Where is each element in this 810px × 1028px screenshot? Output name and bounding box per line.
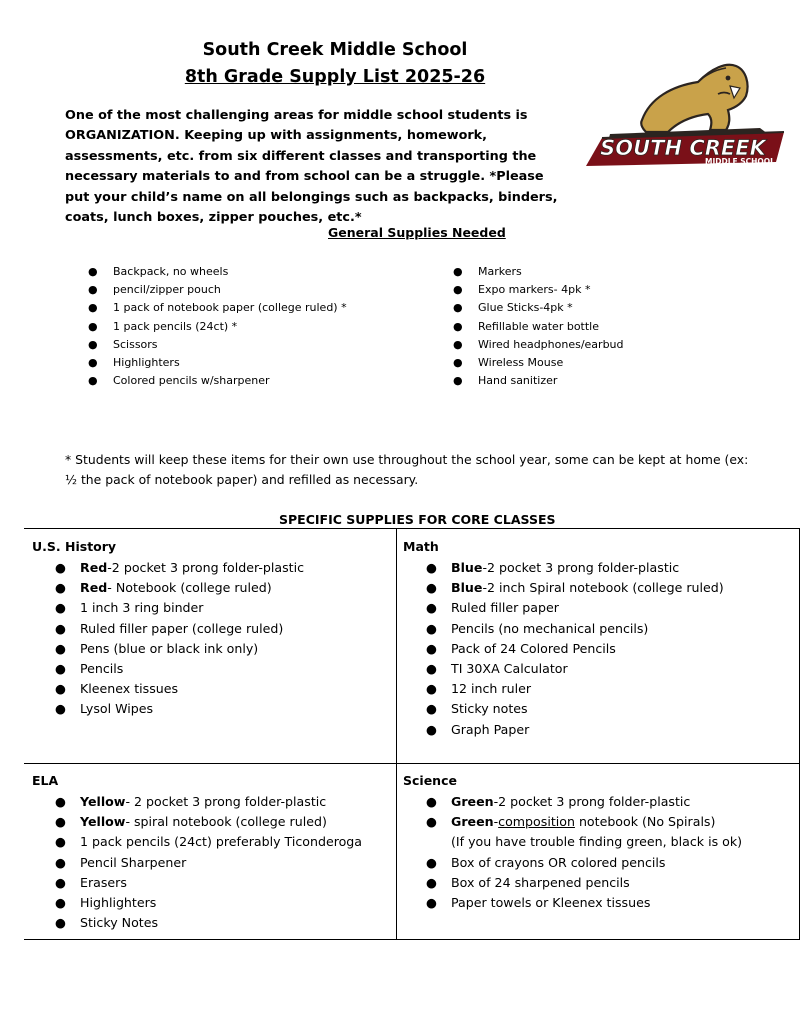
list-item	[403, 699, 795, 719]
bullet-icon: ●	[426, 794, 437, 809]
bullet-icon: ●	[88, 301, 98, 315]
bullet-icon: ●	[426, 681, 437, 697]
bullet-icon: ●	[426, 600, 437, 616]
bullet-icon: ●	[88, 265, 98, 278]
logo-sub-text: MIDDLE SCHOOL	[705, 157, 775, 166]
list-item-text: Pencils (no mechanical pencils)	[451, 620, 649, 636]
math-title: Math	[403, 539, 439, 554]
list-item-text: Box of crayons OR colored pencils	[451, 854, 666, 870]
color-label: Red	[80, 560, 108, 575]
list-item	[403, 812, 795, 832]
bullet-icon: ●	[55, 701, 66, 717]
bullet-icon: ●	[453, 265, 463, 278]
list-item-text: Sticky Notes	[80, 915, 159, 931]
bullet-icon: ●	[55, 580, 66, 596]
list-item-text: Highlighters	[80, 894, 157, 910]
color-label: Green	[451, 794, 494, 809]
bullet-icon: ●	[426, 580, 437, 596]
list-item	[32, 699, 392, 719]
bullet-icon: ●	[426, 814, 437, 830]
intro-paragraph: One of the most challenging areas for middle school students is ORGANIZATION. Keeping up with assignments, homework, assessments, etc. from six different classes and transporting the necessary materials to and from school can be a struggle. *Please put your child’s name on all belongings such as backpacks, binders, coats, lunch boxes, zipper pouches, etc.*	[65, 108, 558, 226]
bullet-icon: ●	[426, 894, 437, 910]
supply-list-title: 8th Grade Supply List 2025-26	[184, 67, 486, 87]
general-supplies-left-list	[88, 263, 347, 390]
list-item	[32, 853, 392, 873]
list-item-text: Pencils	[80, 660, 124, 676]
list-item	[88, 263, 347, 281]
general-supplies-right-list	[453, 263, 624, 390]
bullet-icon: ●	[55, 681, 66, 697]
list-item-text: TI 30XA Calculator	[451, 660, 568, 676]
general-supplies-heading: General Supplies Needed	[328, 225, 506, 240]
list-item-text: 12 inch ruler	[451, 681, 532, 697]
bullet-icon: ●	[55, 660, 66, 676]
list-item	[88, 354, 347, 372]
bullet-icon: ●	[88, 337, 98, 351]
list-item-text: Scissors	[113, 337, 158, 351]
list-item-text: Glue Sticks-4pk *	[478, 301, 573, 315]
list-item	[453, 336, 624, 354]
list-item-text: Highlighters	[113, 356, 180, 370]
bullet-icon: ●	[88, 356, 98, 370]
bullet-icon: ●	[55, 915, 66, 931]
math-list	[403, 558, 795, 740]
list-item	[403, 853, 795, 873]
list-item	[88, 299, 347, 317]
table-border-bottom	[24, 939, 800, 940]
list-item-text: Backpack, no wheels	[113, 265, 229, 278]
list-item	[88, 372, 347, 390]
list-item-text: 1 pack pencils (24ct) *	[113, 319, 238, 333]
list-item	[32, 679, 392, 699]
list-item-text: Refillable water bottle	[478, 319, 599, 333]
color-label: Blue	[451, 580, 483, 596]
list-item-text: Kleenex tissues	[80, 681, 179, 697]
color-label: Green	[451, 814, 494, 830]
list-item-text: Markers	[478, 265, 522, 278]
bullet-icon: ●	[88, 283, 98, 297]
list-item-text: Paper towels or Kleenex tissues	[451, 894, 651, 910]
list-item	[403, 558, 795, 578]
list-item	[453, 263, 624, 281]
ela-list	[32, 792, 392, 933]
list-item-text: Wireless Mouse	[478, 356, 564, 370]
list-item	[88, 318, 347, 336]
bullet-icon: ●	[426, 640, 437, 656]
list-item-text: Hand sanitizer	[478, 374, 558, 388]
core-classes-heading: SPECIFIC SUPPLIES FOR CORE CLASSES	[279, 512, 556, 527]
list-item	[403, 679, 795, 699]
science-cell	[403, 771, 795, 913]
bullet-icon: ●	[55, 894, 66, 910]
list-item	[403, 619, 795, 639]
list-item	[32, 792, 392, 812]
list-item	[32, 558, 392, 578]
south-creek-logo	[580, 58, 795, 173]
table-divider-middle	[24, 763, 800, 764]
list-item-text: -2 inch Spiral notebook (college ruled)	[482, 580, 724, 596]
bullet-icon: ●	[426, 701, 437, 717]
math-cell	[403, 537, 795, 740]
list-item	[403, 720, 795, 740]
bullet-icon: ●	[426, 721, 437, 737]
table-divider-center	[396, 528, 397, 940]
list-item	[32, 832, 392, 852]
color-label: Red	[80, 580, 108, 596]
list-item	[403, 893, 795, 913]
bullet-icon: ●	[426, 874, 437, 890]
list-item-text: Erasers	[80, 874, 127, 890]
bullet-icon: ●	[55, 600, 66, 616]
underlined-text: composition	[498, 814, 575, 830]
list-item-text: Wired headphones/earbud	[478, 337, 624, 351]
list-item	[453, 299, 624, 317]
bullet-icon: ●	[88, 374, 98, 388]
list-item-text: Pack of 24 Colored Pencils	[451, 640, 616, 656]
ela-title: ELA	[32, 773, 59, 788]
color-label: Blue	[451, 560, 483, 575]
list-item	[403, 578, 795, 598]
list-item	[32, 578, 392, 598]
bullet-icon: ●	[55, 640, 66, 656]
bullet-icon: ●	[55, 620, 66, 636]
list-item	[32, 913, 392, 933]
bullet-icon: ●	[453, 374, 463, 388]
bullet-icon: ●	[453, 356, 463, 370]
bullet-icon: ●	[426, 620, 437, 636]
footnote: * Students will keep these items for their own use throughout the school year, some can be kept at home (ex: ½ the pack of notebook paper) and refilled as necessary.	[65, 452, 749, 487]
list-item-text: -2 pocket 3 prong folder-plastic	[482, 560, 680, 575]
history-title: U.S. History	[32, 539, 117, 554]
school-name: South Creek Middle School	[202, 40, 468, 60]
list-item	[32, 619, 392, 639]
list-item-text: Box of 24 sharpened pencils	[451, 874, 630, 890]
list-item	[32, 893, 392, 913]
ela-cell	[32, 771, 392, 933]
core-classes-table	[24, 528, 800, 940]
list-item-text: Ruled filler paper	[451, 600, 559, 616]
list-item-text: pencil/zipper pouch	[113, 283, 221, 297]
list-item-text: 1 pack of notebook paper (college ruled) *	[113, 301, 347, 315]
list-item	[403, 792, 795, 812]
table-border-right	[799, 528, 800, 940]
list-item-text: Graph Paper	[451, 721, 530, 737]
list-item-text: -2 pocket 3 prong folder-plastic	[107, 560, 305, 575]
color-label: Yellow	[80, 794, 126, 809]
bullet-icon: ●	[453, 283, 463, 297]
list-item	[32, 639, 392, 659]
list-item	[88, 281, 347, 299]
bullet-icon: ●	[88, 319, 98, 333]
list-item-note: (If you have trouble finding green, black is ok)	[451, 834, 743, 850]
list-item	[32, 873, 392, 893]
list-item	[403, 639, 795, 659]
list-item-text: 1 pack pencils (24ct) preferably Ticonderoga	[80, 834, 363, 850]
list-item-text: - spiral notebook (college ruled)	[125, 814, 327, 830]
bullet-icon: ●	[453, 337, 463, 351]
list-item	[453, 318, 624, 336]
list-item	[32, 812, 392, 832]
list-item-text-end: notebook (No Spirals)	[574, 814, 716, 830]
list-item-text: -2 pocket 3 prong folder-plastic	[493, 794, 691, 809]
list-item	[403, 659, 795, 679]
history-cell	[32, 537, 392, 720]
list-item	[32, 598, 392, 618]
list-item-text: - Notebook (college ruled)	[107, 580, 272, 596]
list-item-text: Pens (blue or black ink only)	[80, 640, 259, 656]
bullet-icon: ●	[453, 319, 463, 333]
list-item	[403, 873, 795, 893]
bullet-icon: ●	[426, 560, 437, 575]
bullet-icon: ●	[426, 854, 437, 870]
list-item-text: 1 inch 3 ring binder	[80, 600, 204, 616]
list-item-text: Sticky notes	[451, 701, 528, 717]
list-item-text: Expo markers- 4pk *	[478, 283, 591, 297]
science-title: Science	[403, 773, 457, 788]
bullet-icon: ●	[55, 814, 66, 830]
bullet-icon: ●	[453, 301, 463, 315]
list-item-text: Pencil Sharpener	[80, 854, 187, 870]
bullet-icon: ●	[55, 794, 66, 809]
list-item	[403, 598, 795, 618]
logo-name-text: SOUTH CREEK	[600, 136, 766, 160]
cougar-mascot	[641, 65, 747, 132]
list-item-text: - 2 pocket 3 prong folder-plastic	[125, 794, 327, 809]
bullet-icon: ●	[55, 874, 66, 890]
history-list	[32, 558, 392, 720]
bullet-icon: ●	[426, 660, 437, 676]
list-item	[403, 832, 795, 852]
list-item-text: Ruled filler paper (college ruled)	[80, 620, 284, 636]
list-item	[88, 336, 347, 354]
bullet-icon: ●	[55, 854, 66, 870]
bullet-icon: ●	[55, 560, 66, 575]
list-item	[453, 354, 624, 372]
list-item-text: Lysol Wipes	[80, 701, 154, 717]
bullet-icon: ●	[55, 834, 66, 850]
table-border-top	[24, 528, 800, 529]
list-item	[32, 659, 392, 679]
list-item	[453, 281, 624, 299]
list-item-text: -	[493, 814, 499, 830]
science-list	[403, 792, 795, 913]
list-item	[453, 372, 624, 390]
list-item-text: Colored pencils w/sharpener	[113, 374, 270, 388]
color-label: Yellow	[80, 814, 126, 830]
